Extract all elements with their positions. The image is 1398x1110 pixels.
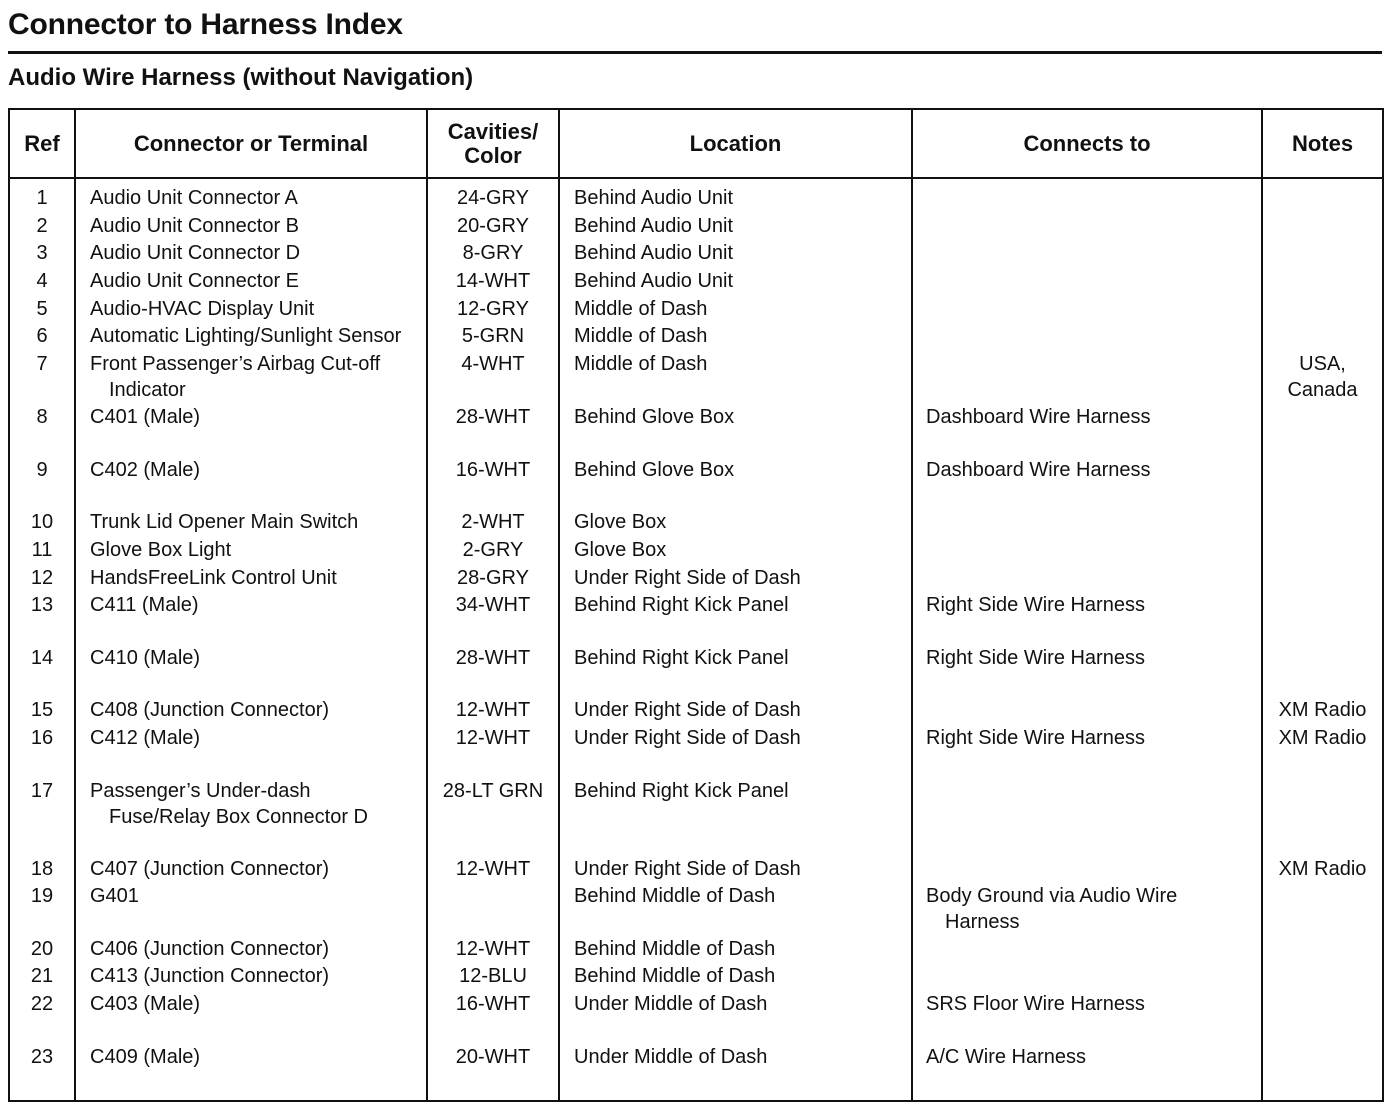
cavities-cell-text: 8-GRY xyxy=(462,242,524,264)
connector-cell-text: C411 (Male) xyxy=(90,594,199,616)
location-cell xyxy=(574,240,909,266)
connector-cell-text: Front Passenger’s Airbag Cut-off xyxy=(90,353,381,375)
location-cell-text: Behind Middle of Dash xyxy=(574,965,776,987)
column-header-cavities-line1: Cavities/ xyxy=(447,118,539,144)
connector-cell-text: C413 (Junction Connector) xyxy=(90,965,330,987)
ref-cell xyxy=(10,404,74,430)
cavities-cell-text: 28-GRY xyxy=(457,567,529,589)
location-cell xyxy=(574,323,909,349)
location-cell-text: Under Middle of Dash xyxy=(574,993,768,1015)
connector-cell-text: Audio-HVAC Display Unit xyxy=(90,298,315,320)
cavities-cell xyxy=(428,537,558,563)
location-cell xyxy=(574,351,909,377)
header-divider xyxy=(10,177,1382,179)
notes-cell-text: XM Radio xyxy=(1278,727,1367,749)
ref-cell-text: 22 xyxy=(30,993,54,1015)
cavities-cell xyxy=(428,592,558,618)
ref-cell xyxy=(10,185,74,211)
ref-cell-text: 16 xyxy=(30,727,54,749)
location-cell-text: Glove Box xyxy=(574,511,667,533)
ref-cell xyxy=(10,457,74,483)
ref-cell-text: 9 xyxy=(36,459,48,481)
connects-to-cell-text: Right Side Wire Harness xyxy=(926,647,1145,669)
location-cell xyxy=(574,457,909,483)
location-cell-text: Middle of Dash xyxy=(574,353,708,375)
connector-cell xyxy=(90,323,424,349)
column-divider xyxy=(1261,110,1263,1100)
cavities-cell xyxy=(428,268,558,294)
connector-cell-text: Audio Unit Connector B xyxy=(90,215,300,237)
connects-to-cell-text: Right Side Wire Harness xyxy=(926,594,1145,616)
connector-cell-text: C406 (Junction Connector) xyxy=(90,938,330,960)
connector-cell xyxy=(90,537,424,563)
column-header-connects-to: Connects to xyxy=(1023,130,1151,156)
connector-cell xyxy=(90,778,424,830)
connector-cell-text: Automatic Lighting/Sunlight Sensor xyxy=(90,325,402,347)
ref-cell xyxy=(10,565,74,591)
connector-cell xyxy=(90,509,424,535)
ref-cell-text: 11 xyxy=(31,539,53,561)
location-cell-text: Behind Middle of Dash xyxy=(574,885,776,907)
cavities-cell-text: 12-WHT xyxy=(455,727,531,749)
location-cell-text: Glove Box xyxy=(574,539,667,561)
ref-cell xyxy=(10,936,74,962)
connects-to-cell xyxy=(926,457,1259,483)
location-cell xyxy=(574,883,909,909)
ref-cell-text: 10 xyxy=(30,511,54,533)
location-cell xyxy=(574,537,909,563)
location-cell xyxy=(574,404,909,430)
cavities-cell-text: 16-WHT xyxy=(455,459,531,481)
cavities-cell-text: 12-WHT xyxy=(455,938,531,960)
location-cell xyxy=(574,725,909,751)
cavities-cell xyxy=(428,404,558,430)
connector-cell xyxy=(90,645,424,671)
connector-cell-text: Passenger’s Under-dash xyxy=(90,780,311,802)
ref-cell-text: 1 xyxy=(36,187,48,209)
location-cell xyxy=(574,1044,909,1070)
connects-to-cell-text: Dashboard Wire Harness xyxy=(926,406,1151,428)
cavities-cell-text: 28-WHT xyxy=(455,406,531,428)
notes-cell xyxy=(1263,697,1382,723)
connector-cell-text: G401 xyxy=(90,885,139,907)
connector-index-table xyxy=(8,108,1384,1102)
connector-cell-text: Audio Unit Connector A xyxy=(90,187,298,209)
cavities-cell xyxy=(428,645,558,671)
location-cell-text: Under Right Side of Dash xyxy=(574,727,801,749)
location-cell-text: Behind Audio Unit xyxy=(574,242,734,264)
ref-cell-text: 2 xyxy=(36,215,48,237)
connector-cell xyxy=(90,1044,424,1070)
cavities-cell xyxy=(428,240,558,266)
ref-cell-text: 23 xyxy=(30,1046,54,1068)
cavities-cell-text: 5-GRN xyxy=(461,325,525,347)
cavities-cell-text: 14-WHT xyxy=(455,270,531,292)
ref-cell-text: 7 xyxy=(36,353,48,375)
cavities-cell xyxy=(428,565,558,591)
connector-cell xyxy=(90,268,424,294)
cavities-cell xyxy=(428,457,558,483)
cavities-cell-text: 28-WHT xyxy=(455,647,531,669)
ref-cell-text: 3 xyxy=(36,242,48,264)
ref-cell-text: 4 xyxy=(36,270,48,292)
location-cell-text: Behind Audio Unit xyxy=(574,187,734,209)
cavities-cell-text: 4-WHT xyxy=(461,353,525,375)
connector-cell xyxy=(90,240,424,266)
location-cell xyxy=(574,645,909,671)
connector-cell-text: C410 (Male) xyxy=(90,647,201,669)
connector-cell xyxy=(90,592,424,618)
cavities-cell-text: 16-WHT xyxy=(455,993,531,1015)
ref-cell-text: 14 xyxy=(30,647,54,669)
location-cell xyxy=(574,185,909,211)
ref-cell-text: 19 xyxy=(30,885,54,907)
ref-cell-text: 5 xyxy=(36,298,48,320)
ref-cell-text: 8 xyxy=(36,406,48,428)
location-cell xyxy=(574,778,909,804)
location-cell xyxy=(574,565,909,591)
ref-cell xyxy=(10,351,74,377)
cavities-cell-text: 2-WHT xyxy=(461,511,525,533)
notes-cell-text: XM Radio xyxy=(1278,699,1367,721)
ref-cell xyxy=(10,323,74,349)
column-divider xyxy=(558,110,560,1100)
notes-cell xyxy=(1263,725,1382,751)
connector-cell xyxy=(90,351,424,403)
ref-cell-text: 15 xyxy=(30,699,54,721)
connects-to-cell-text: Right Side Wire Harness xyxy=(926,727,1145,749)
ref-cell-text: 6 xyxy=(36,325,48,347)
location-cell-text: Middle of Dash xyxy=(574,325,708,347)
location-cell-text: Under Middle of Dash xyxy=(574,1046,768,1068)
cavities-cell xyxy=(428,697,558,723)
cavities-cell-text: 12-WHT xyxy=(455,699,531,721)
connector-cell-continuation: Indicator xyxy=(109,379,186,401)
location-cell xyxy=(574,856,909,882)
location-cell xyxy=(574,991,909,1017)
cavities-cell-text: 20-WHT xyxy=(455,1046,531,1068)
connector-cell-text: C407 (Junction Connector) xyxy=(90,858,330,880)
ref-cell-text: 12 xyxy=(30,567,54,589)
connector-cell xyxy=(90,856,424,882)
connects-to-cell xyxy=(926,991,1259,1017)
cavities-cell-text: 12-GRY xyxy=(457,298,529,320)
connector-cell-continuation: Fuse/Relay Box Connector D xyxy=(109,806,369,828)
location-cell-text: Behind Right Kick Panel xyxy=(574,780,789,802)
cavities-cell xyxy=(428,185,558,211)
connector-cell xyxy=(90,936,424,962)
cavities-cell-text: 2-GRY xyxy=(462,539,524,561)
notes-cell xyxy=(1263,351,1382,403)
ref-cell-text: 13 xyxy=(30,594,54,616)
ref-cell xyxy=(10,963,74,989)
cavities-cell xyxy=(428,296,558,322)
column-header-cavities-line2: Color xyxy=(464,142,522,168)
connects-to-cell xyxy=(926,1044,1259,1070)
connector-cell xyxy=(90,296,424,322)
connector-cell-text: C403 (Male) xyxy=(90,993,201,1015)
location-cell-text: Behind Audio Unit xyxy=(574,270,734,292)
connector-cell xyxy=(90,185,424,211)
ref-cell-text: 18 xyxy=(30,858,54,880)
notes-cell xyxy=(1263,856,1382,882)
connector-cell-text: C408 (Junction Connector) xyxy=(90,699,330,721)
cavities-cell-text: 20-GRY xyxy=(457,215,529,237)
connects-to-cell xyxy=(926,725,1259,751)
location-cell xyxy=(574,697,909,723)
connects-to-cell-text: A/C Wire Harness xyxy=(926,1046,1087,1068)
column-header-ref: Ref xyxy=(24,130,60,156)
column-divider xyxy=(911,110,913,1100)
ref-cell-text: 20 xyxy=(30,938,54,960)
connector-cell-text: C401 (Male) xyxy=(90,406,201,428)
ref-cell xyxy=(10,856,74,882)
connects-to-cell-text: Body Ground via Audio Wire xyxy=(926,885,1178,907)
location-cell-text: Behind Middle of Dash xyxy=(574,938,776,960)
connector-cell xyxy=(90,991,424,1017)
cavities-cell xyxy=(428,936,558,962)
notes-cell-continuation: Canada xyxy=(1287,379,1358,401)
location-cell-text: Behind Right Kick Panel xyxy=(574,594,789,616)
cavities-cell xyxy=(428,856,558,882)
cavities-cell xyxy=(428,213,558,239)
connects-to-cell-continuation: Harness xyxy=(945,911,1020,933)
column-divider xyxy=(74,110,76,1100)
connector-cell-text: HandsFreeLink Control Unit xyxy=(90,567,337,589)
location-cell-text: Behind Glove Box xyxy=(574,459,735,481)
cavities-cell xyxy=(428,963,558,989)
location-cell-text: Under Right Side of Dash xyxy=(574,699,801,721)
cavities-cell xyxy=(428,351,558,377)
ref-cell xyxy=(10,991,74,1017)
cavities-cell xyxy=(428,778,558,804)
connects-to-cell xyxy=(926,883,1259,935)
connector-cell-text: Trunk Lid Opener Main Switch xyxy=(90,511,359,533)
location-cell xyxy=(574,936,909,962)
cavities-cell xyxy=(428,725,558,751)
connector-cell-text: C402 (Male) xyxy=(90,459,201,481)
connector-cell xyxy=(90,725,424,751)
ref-cell xyxy=(10,592,74,618)
page-title: Connector to Harness Index xyxy=(8,8,403,41)
connector-cell xyxy=(90,404,424,430)
connector-cell xyxy=(90,697,424,723)
connector-cell-text: Audio Unit Connector D xyxy=(90,242,301,264)
location-cell xyxy=(574,213,909,239)
cavities-cell-text: 24-GRY xyxy=(457,187,529,209)
column-header-cavities xyxy=(428,110,558,177)
location-cell xyxy=(574,963,909,989)
ref-cell xyxy=(10,697,74,723)
location-cell-text: Behind Glove Box xyxy=(574,406,735,428)
notes-cell-text: XM Radio xyxy=(1278,858,1367,880)
column-header-connector: Connector or Terminal xyxy=(133,130,369,156)
title-divider xyxy=(8,51,1382,54)
connector-cell-text: C412 (Male) xyxy=(90,727,201,749)
connector-cell-text: Audio Unit Connector E xyxy=(90,270,300,292)
cavities-cell-text: 12-BLU xyxy=(459,965,527,987)
connector-cell xyxy=(90,883,424,909)
cavities-cell-text: 28-LT GRN xyxy=(442,780,544,802)
location-cell xyxy=(574,509,909,535)
cavities-cell xyxy=(428,991,558,1017)
connector-cell-text: Glove Box Light xyxy=(90,539,232,561)
cavities-cell xyxy=(428,509,558,535)
connector-cell xyxy=(90,213,424,239)
ref-cell xyxy=(10,268,74,294)
ref-cell-text: 17 xyxy=(30,780,54,802)
ref-cell xyxy=(10,645,74,671)
column-header-location: Location xyxy=(689,130,782,156)
ref-cell xyxy=(10,1044,74,1070)
ref-cell xyxy=(10,778,74,804)
connects-to-cell-text: Dashboard Wire Harness xyxy=(926,459,1151,481)
ref-cell xyxy=(10,537,74,563)
column-header-notes: Notes xyxy=(1291,130,1354,156)
ref-cell xyxy=(10,213,74,239)
connector-cell xyxy=(90,963,424,989)
connects-to-cell xyxy=(926,592,1259,618)
connector-cell xyxy=(90,457,424,483)
page-subtitle: Audio Wire Harness (without Navigation) xyxy=(8,64,474,91)
connector-cell xyxy=(90,565,424,591)
connects-to-cell-text: SRS Floor Wire Harness xyxy=(926,993,1145,1015)
ref-cell xyxy=(10,725,74,751)
connects-to-cell xyxy=(926,645,1259,671)
cavities-cell-text: 34-WHT xyxy=(455,594,531,616)
connector-cell-text: C409 (Male) xyxy=(90,1046,201,1068)
location-cell xyxy=(574,296,909,322)
ref-cell xyxy=(10,509,74,535)
location-cell-text: Middle of Dash xyxy=(574,298,708,320)
ref-cell xyxy=(10,296,74,322)
location-cell-text: Under Right Side of Dash xyxy=(574,567,801,589)
ref-cell xyxy=(10,883,74,909)
cavities-cell-text: 12-WHT xyxy=(455,858,531,880)
ref-cell xyxy=(10,240,74,266)
cavities-cell xyxy=(428,1044,558,1070)
location-cell xyxy=(574,268,909,294)
location-cell-text: Behind Right Kick Panel xyxy=(574,647,789,669)
cavities-cell xyxy=(428,323,558,349)
location-cell-text: Behind Audio Unit xyxy=(574,215,734,237)
location-cell-text: Under Right Side of Dash xyxy=(574,858,801,880)
notes-cell-text: USA, xyxy=(1299,353,1346,375)
location-cell xyxy=(574,592,909,618)
connects-to-cell xyxy=(926,404,1259,430)
ref-cell-text: 21 xyxy=(30,965,54,987)
